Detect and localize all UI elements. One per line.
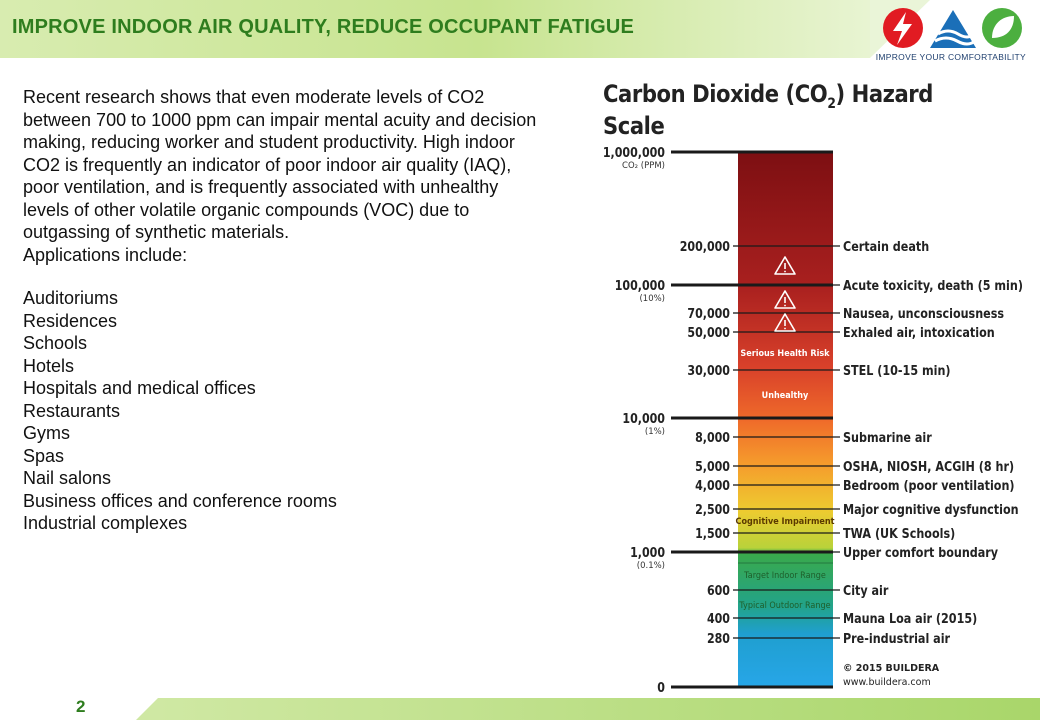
level-description: STEL (10-15 min) [842,363,951,379]
page-number: 2 [76,697,86,716]
list-item: Gyms [23,423,70,443]
level-value-label: 1,500 [695,526,730,542]
list-item: Spas [23,445,65,466]
level-description: City air [842,583,889,599]
list-item: Schools [23,333,88,353]
level-value-label: 400 [706,611,730,627]
zone-label: Typical Outdoor Range [739,600,831,612]
chart-title-subscript: 2 [827,95,836,112]
level-value-label: 8,000 [695,430,730,446]
chart-title-main: Carbon Dioxide (CO [603,80,828,108]
level-description: OSHA, NIOSH, ACGIH (8 hr) [842,459,1015,475]
page-title: IMPROVE INDOOR AIR QUALITY, REDUCE OCCUPANT FATIGUE [12,16,635,38]
zone-label: Unhealthy [761,390,809,402]
level-value-label: 200,000 [679,239,730,255]
major-tick-label: 100,000 [614,278,665,294]
level-description: Acute toxicity, death (5 min) [842,278,1023,294]
level-value-label: 4,000 [695,478,730,494]
level-description: Certain death [842,239,930,255]
list-item: Nail salons [23,468,112,488]
logo-tagline: IMPROVE YOUR COMFORTABILITY [875,52,1026,62]
level-value-label: 30,000 [687,363,730,379]
major-tick-sublabel: (0.1%) [636,561,665,571]
level-description: Pre-industrial air [842,631,951,647]
major-tick-label: 0 [657,680,665,696]
level-value-label: 600 [706,583,730,599]
list-item: Residences [23,310,118,331]
level-description: TWA (UK Schools) [842,526,956,542]
level-value-label: 5,000 [695,459,730,475]
zone-label: Target Indoor Range [744,570,826,582]
level-description: Mauna Loa air (2015) [842,611,978,627]
intro-paragraph: Recent research shows that even moderate levels of CO2 between 700 to 1000 ppm can impair mental acuity and decision making, reducing worker and student productivity. High indoor CO2 is frequently an indicator of poor indoor air quality (IAQ), poor ventilation, and is frequently associated with unhealthy levels of other volatile organic compounds (VOC) due to outgassing of synthetic materials. [23,87,537,242]
list-item: Hotels [23,355,75,376]
credit-text: www.buildera.com [843,677,931,688]
level-value-label: 2,500 [695,502,730,518]
level-value-label: 280 [706,631,730,647]
list-item: Auditoriums [23,288,119,308]
level-description: Major cognitive dysfunction [842,502,1019,518]
chart-title-end: ) Hazard Scale [603,80,933,140]
level-value-label: 50,000 [687,325,730,341]
credit-text: © 2015 BUILDERA [843,663,940,674]
level-description: Upper comfort boundary [842,545,999,561]
list-item: Business offices and conference rooms [23,490,337,511]
major-tick-label: 1,000 [630,545,665,561]
major-tick-label: 10,000 [622,411,665,427]
footer-bar [158,698,1040,720]
major-tick-sublabel: (1%) [644,427,665,437]
axis-unit-label: CO₂ (PPM) [622,161,665,171]
applications-heading: Applications include: [23,244,188,265]
major-tick-label: 1,000,000 [602,145,665,161]
major-tick-sublabel: (10%) [639,294,665,304]
level-value-label: 70,000 [687,306,730,322]
list-item: Restaurants [23,400,121,421]
zone-label: Cognitive Impairment [735,516,835,528]
level-description: Exhaled air, intoxication [842,325,995,341]
zone-label: Serious Health Risk [740,348,830,360]
level-description: Submarine air [842,430,932,446]
level-description: Bedroom (poor ventilation) [842,478,1015,494]
list-item: Industrial complexes [23,513,188,533]
level-description: Nausea, unconsciousness [842,306,1005,322]
list-item: Hospitals and medical offices [23,378,256,398]
